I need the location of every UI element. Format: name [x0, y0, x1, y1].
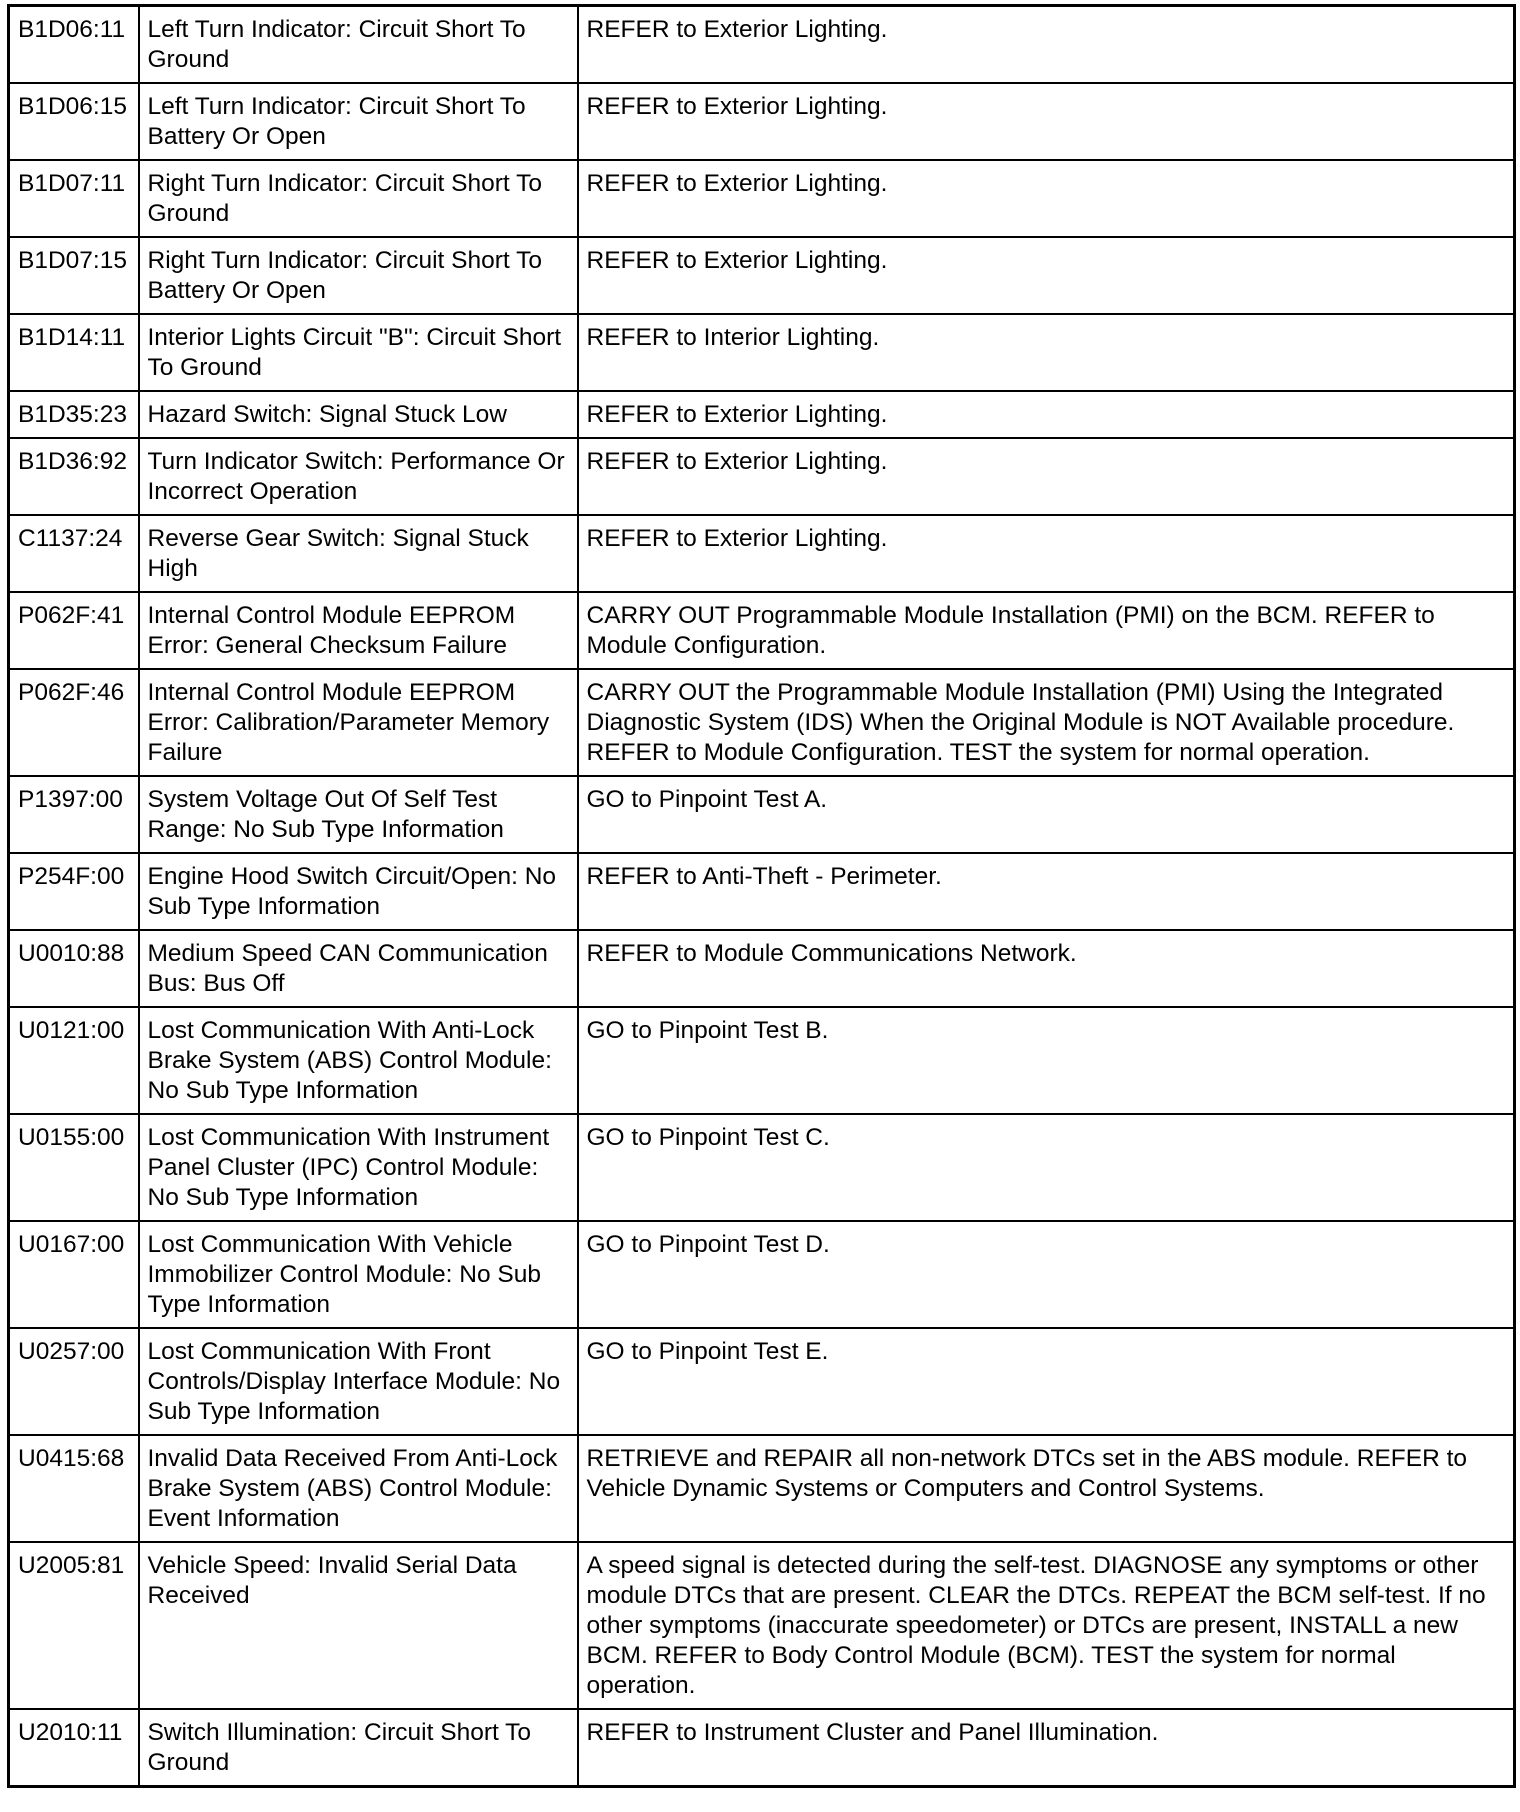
table-row — [9, 160, 1515, 237]
dtc-description-cell: Internal Control Module EEPROM Error: General Checksum Failure — [139, 592, 578, 669]
dtc-action-cell: GO to Pinpoint Test C. — [578, 1114, 1515, 1221]
dtc-code-cell: U0010:88 — [9, 930, 139, 1007]
dtc-description-cell: Lost Communication With Instrument Panel Cluster (IPC) Control Module: No Sub Type Information — [139, 1114, 578, 1221]
table-row — [9, 391, 1515, 438]
dtc-description-cell: Engine Hood Switch Circuit/Open: No Sub Type Information — [139, 853, 578, 930]
dtc-action-cell: GO to Pinpoint Test B. — [578, 1007, 1515, 1114]
dtc-code-cell: U0121:00 — [9, 1007, 139, 1114]
dtc-description-cell: Reverse Gear Switch: Signal Stuck High — [139, 515, 578, 592]
dtc-action-cell: A speed signal is detected during the self-test. DIAGNOSE any symptoms or other module DTCs that are present. CLEAR the DTCs. REPEAT the BCM self-test. If no other symptoms (inaccurate speedometer) or DTCs are present, INSTALL a new BCM. REFER to Body Control Module (BCM). TEST the system for normal operation. — [578, 1542, 1515, 1709]
dtc-code-cell: B1D35:23 — [9, 391, 139, 438]
dtc-description-cell: System Voltage Out Of Self Test Range: No Sub Type Information — [139, 776, 578, 853]
dtc-description-cell: Vehicle Speed: Invalid Serial Data Received — [139, 1542, 578, 1709]
dtc-action-cell: RETRIEVE and REPAIR all non-network DTCs set in the ABS module. REFER to Vehicle Dynamic Systems or Computers and Control Systems. — [578, 1435, 1515, 1542]
dtc-code-cell: U0167:00 — [9, 1221, 139, 1328]
dtc-code-cell: B1D36:92 — [9, 438, 139, 515]
dtc-code-cell: U0257:00 — [9, 1328, 139, 1435]
dtc-code-cell: B1D07:15 — [9, 237, 139, 314]
dtc-description-cell: Lost Communication With Vehicle Immobilizer Control Module: No Sub Type Information — [139, 1221, 578, 1328]
dtc-description-cell: Interior Lights Circuit "B": Circuit Short To Ground — [139, 314, 578, 391]
dtc-code-cell: P254F:00 — [9, 853, 139, 930]
dtc-code-cell: B1D07:11 — [9, 160, 139, 237]
table-row — [9, 776, 1515, 853]
dtc-code-cell: C1137:24 — [9, 515, 139, 592]
dtc-code-cell: B1D06:15 — [9, 83, 139, 160]
dtc-action-cell: REFER to Interior Lighting. — [578, 314, 1515, 391]
dtc-action-cell: CARRY OUT Programmable Module Installation (PMI) on the BCM. REFER to Module Configuration. — [578, 592, 1515, 669]
dtc-action-cell: REFER to Exterior Lighting. — [578, 160, 1515, 237]
dtc-code-cell: U2005:81 — [9, 1542, 139, 1709]
dtc-action-cell: REFER to Exterior Lighting. — [578, 438, 1515, 515]
table-row — [9, 83, 1515, 160]
dtc-table-container — [7, 4, 1513, 1788]
dtc-action-cell: GO to Pinpoint Test D. — [578, 1221, 1515, 1328]
table-row — [9, 1709, 1515, 1787]
dtc-action-cell: CARRY OUT the Programmable Module Installation (PMI) Using the Integrated Diagnostic System (IDS) When the Original Module is NOT Available procedure. REFER to Module Configuration. TEST the system for normal operation. — [578, 669, 1515, 776]
dtc-action-cell: REFER to Module Communications Network. — [578, 930, 1515, 1007]
table-row — [9, 1007, 1515, 1114]
dtc-description-cell: Hazard Switch: Signal Stuck Low — [139, 391, 578, 438]
dtc-code-cell: U2010:11 — [9, 1709, 139, 1787]
table-row — [9, 853, 1515, 930]
table-row — [9, 438, 1515, 515]
dtc-code-cell: U0415:68 — [9, 1435, 139, 1542]
dtc-code-cell: P062F:46 — [9, 669, 139, 776]
table-row — [9, 592, 1515, 669]
dtc-action-cell: REFER to Anti-Theft - Perimeter. — [578, 853, 1515, 930]
dtc-description-cell: Medium Speed CAN Communication Bus: Bus Off — [139, 930, 578, 1007]
dtc-code-cell: B1D14:11 — [9, 314, 139, 391]
table-row — [9, 515, 1515, 592]
dtc-action-cell: REFER to Exterior Lighting. — [578, 6, 1515, 84]
dtc-description-cell: Invalid Data Received From Anti-Lock Brake System (ABS) Control Module: Event Information — [139, 1435, 578, 1542]
table-row — [9, 6, 1515, 84]
table-row — [9, 314, 1515, 391]
table-row — [9, 1328, 1515, 1435]
table-row — [9, 930, 1515, 1007]
dtc-table — [7, 4, 1516, 1788]
dtc-code-cell: P062F:41 — [9, 592, 139, 669]
dtc-code-cell: U0155:00 — [9, 1114, 139, 1221]
dtc-action-cell: REFER to Exterior Lighting. — [578, 391, 1515, 438]
dtc-code-cell: B1D06:11 — [9, 6, 139, 84]
table-row — [9, 1114, 1515, 1221]
table-row — [9, 1221, 1515, 1328]
dtc-description-cell: Internal Control Module EEPROM Error: Calibration/Parameter Memory Failure — [139, 669, 578, 776]
dtc-action-cell: REFER to Exterior Lighting. — [578, 83, 1515, 160]
dtc-code-cell: P1397:00 — [9, 776, 139, 853]
dtc-action-cell: REFER to Instrument Cluster and Panel Illumination. — [578, 1709, 1515, 1787]
dtc-description-cell: Right Turn Indicator: Circuit Short To Battery Or Open — [139, 237, 578, 314]
dtc-description-cell: Left Turn Indicator: Circuit Short To Battery Or Open — [139, 83, 578, 160]
dtc-action-cell: GO to Pinpoint Test A. — [578, 776, 1515, 853]
table-row — [9, 237, 1515, 314]
dtc-action-cell: REFER to Exterior Lighting. — [578, 237, 1515, 314]
table-row — [9, 1435, 1515, 1542]
dtc-table-body — [9, 6, 1515, 1787]
dtc-description-cell: Turn Indicator Switch: Performance Or Incorrect Operation — [139, 438, 578, 515]
dtc-description-cell: Lost Communication With Anti-Lock Brake System (ABS) Control Module: No Sub Type Information — [139, 1007, 578, 1114]
table-row — [9, 669, 1515, 776]
dtc-description-cell: Left Turn Indicator: Circuit Short To Ground — [139, 6, 578, 84]
dtc-description-cell: Lost Communication With Front Controls/Display Interface Module: No Sub Type Information — [139, 1328, 578, 1435]
table-row — [9, 1542, 1515, 1709]
dtc-action-cell: REFER to Exterior Lighting. — [578, 515, 1515, 592]
dtc-description-cell: Right Turn Indicator: Circuit Short To Ground — [139, 160, 578, 237]
dtc-description-cell: Switch Illumination: Circuit Short To Ground — [139, 1709, 578, 1787]
dtc-action-cell: GO to Pinpoint Test E. — [578, 1328, 1515, 1435]
